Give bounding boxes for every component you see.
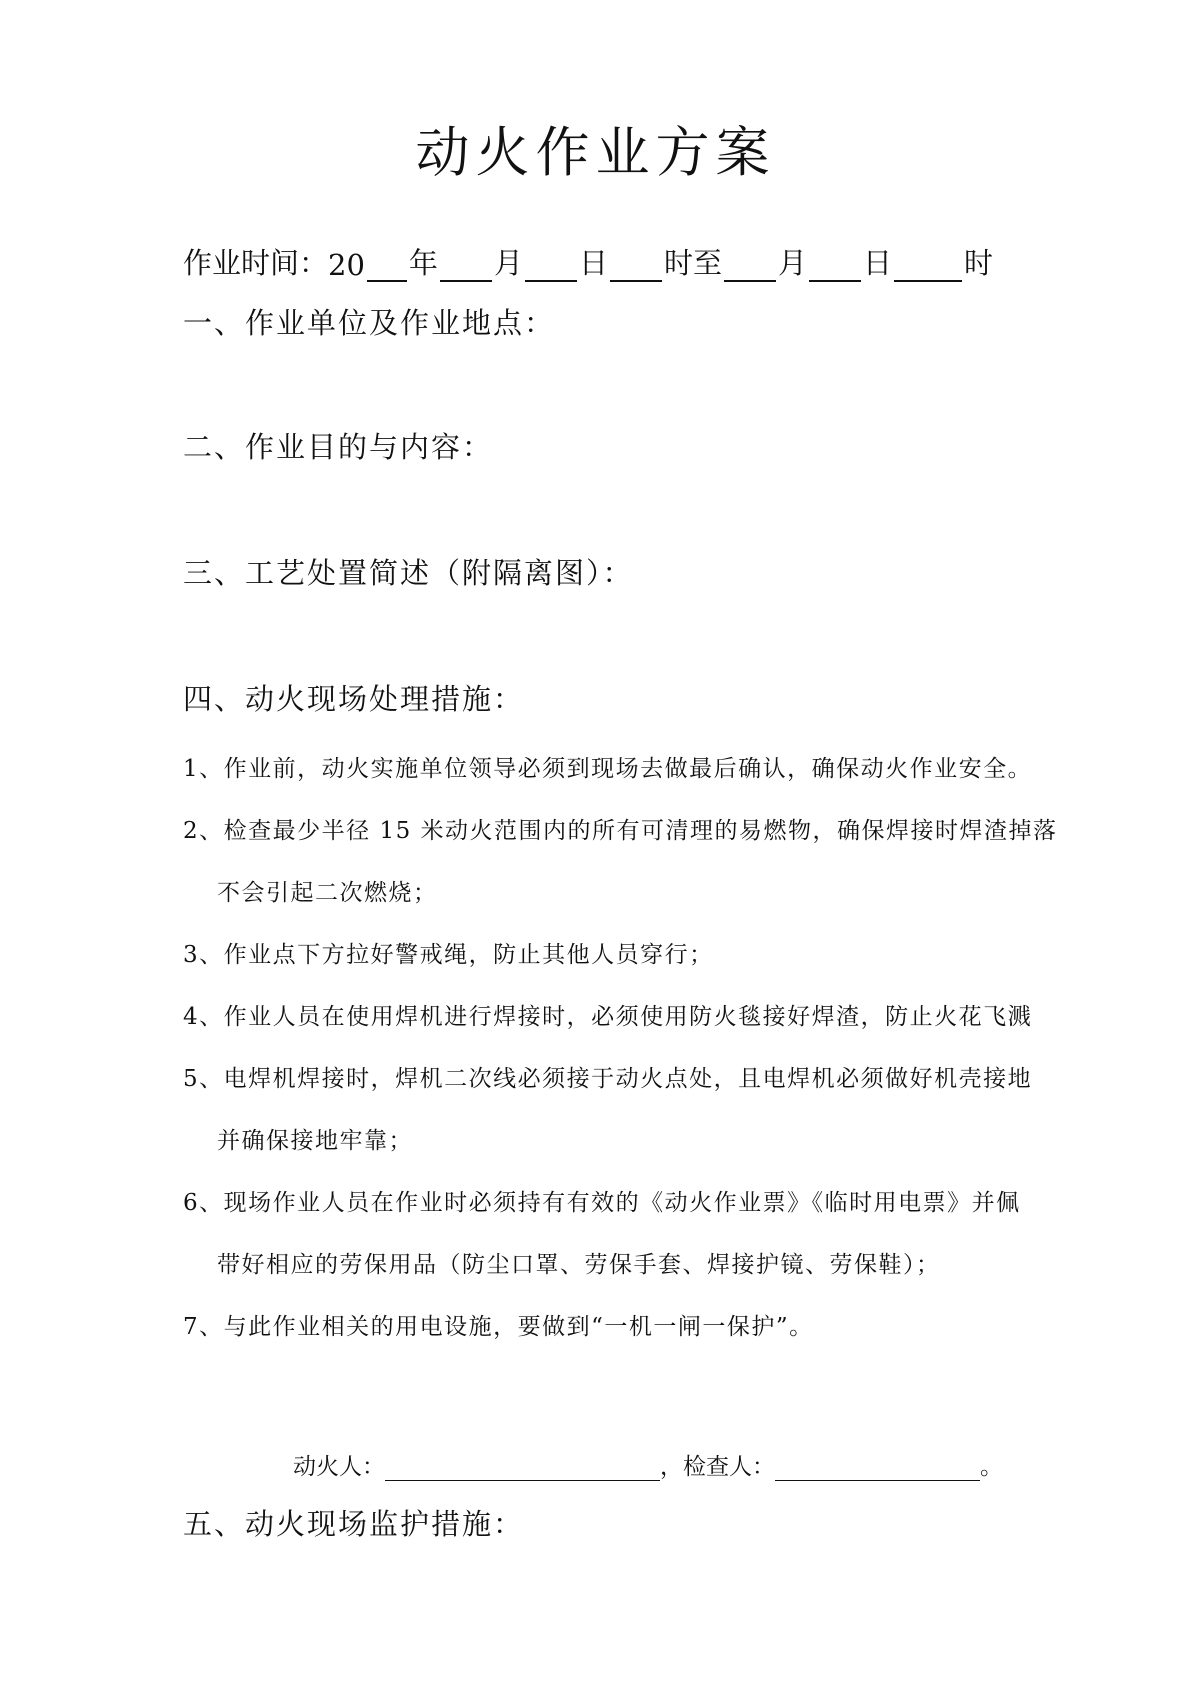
hour2-blank[interactable]: [894, 250, 962, 282]
day-label: 日: [578, 246, 608, 280]
month2-label: 月: [777, 246, 807, 280]
measure-item-4: 4、作业人员在使用焊机进行焊接时，必须使用防火毯接好焊渣，防止火花飞溅: [183, 1004, 1033, 1030]
section-heading-location: 一、作业单位及作业地点：: [183, 306, 556, 340]
hour-to-label: 时至: [663, 246, 722, 280]
month-label: 月: [493, 246, 523, 280]
day-blank[interactable]: [525, 250, 577, 282]
inspector-blank[interactable]: [775, 1458, 980, 1481]
measure-item-2-continued: 不会引起二次燃烧；: [217, 880, 438, 906]
month2-blank[interactable]: [724, 250, 776, 282]
fire-person-blank[interactable]: [385, 1458, 660, 1481]
measure-item-6-continued: 带好相应的劳保用品（防尘口罩、劳保手套、焊接护镜、劳保鞋）；: [217, 1252, 941, 1278]
signature-end: 。: [980, 1454, 1003, 1480]
year-prefix: 20: [328, 248, 365, 282]
hour2-label: 时: [964, 246, 994, 280]
section-heading-supervision: 五、动火现场监护措施：: [183, 1507, 525, 1541]
section-heading-purpose: 二、作业目的与内容：: [183, 430, 494, 464]
measure-item-6: 6、现场作业人员在作业时必须持有有效的《动火作业票》《临时用电票》并佩: [183, 1190, 1021, 1216]
work-time-label: 作业时间：: [183, 246, 329, 280]
measure-item-3: 3、作业点下方拉好警戒绳，防止其他人员穿行；: [183, 942, 714, 968]
measure-item-7: 7、与此作业相关的用电设施，要做到“一机一闸一保护”。: [183, 1314, 814, 1340]
inspector-label: ，检查人：: [660, 1454, 775, 1480]
measure-item-5-continued: 并确保接地牢靠；: [217, 1128, 413, 1154]
measure-item-1: 1、作业前，动火实施单位领导必须到现场去做最后确认，确保动火作业安全。: [183, 756, 1033, 782]
year-label: 年: [408, 246, 438, 280]
document-title: 动火作业方案: [415, 121, 776, 184]
month-blank[interactable]: [440, 250, 492, 282]
day2-blank[interactable]: [809, 250, 861, 282]
section-heading-site-measures: 四、动火现场处理措施：: [183, 682, 525, 716]
measure-item-2: 2、检查最少半径 15 米动火范围内的所有可清理的易燃物，确保焊接时焊渣掉落: [183, 818, 1058, 844]
section-heading-process: 三、工艺处置简述（附隔离图）：: [183, 556, 634, 590]
day2-label: 日: [863, 246, 893, 280]
work-time-line: [183, 240, 993, 282]
fire-person-label: 动火人：: [293, 1454, 385, 1480]
year-blank[interactable]: [367, 250, 407, 282]
measure-item-5: 5、电焊机焊接时，焊机二次线必须接于动火点处，且电焊机必须做好机壳接地: [183, 1066, 1033, 1092]
hour-blank[interactable]: [610, 250, 662, 282]
signature-line: [293, 1448, 1003, 1481]
